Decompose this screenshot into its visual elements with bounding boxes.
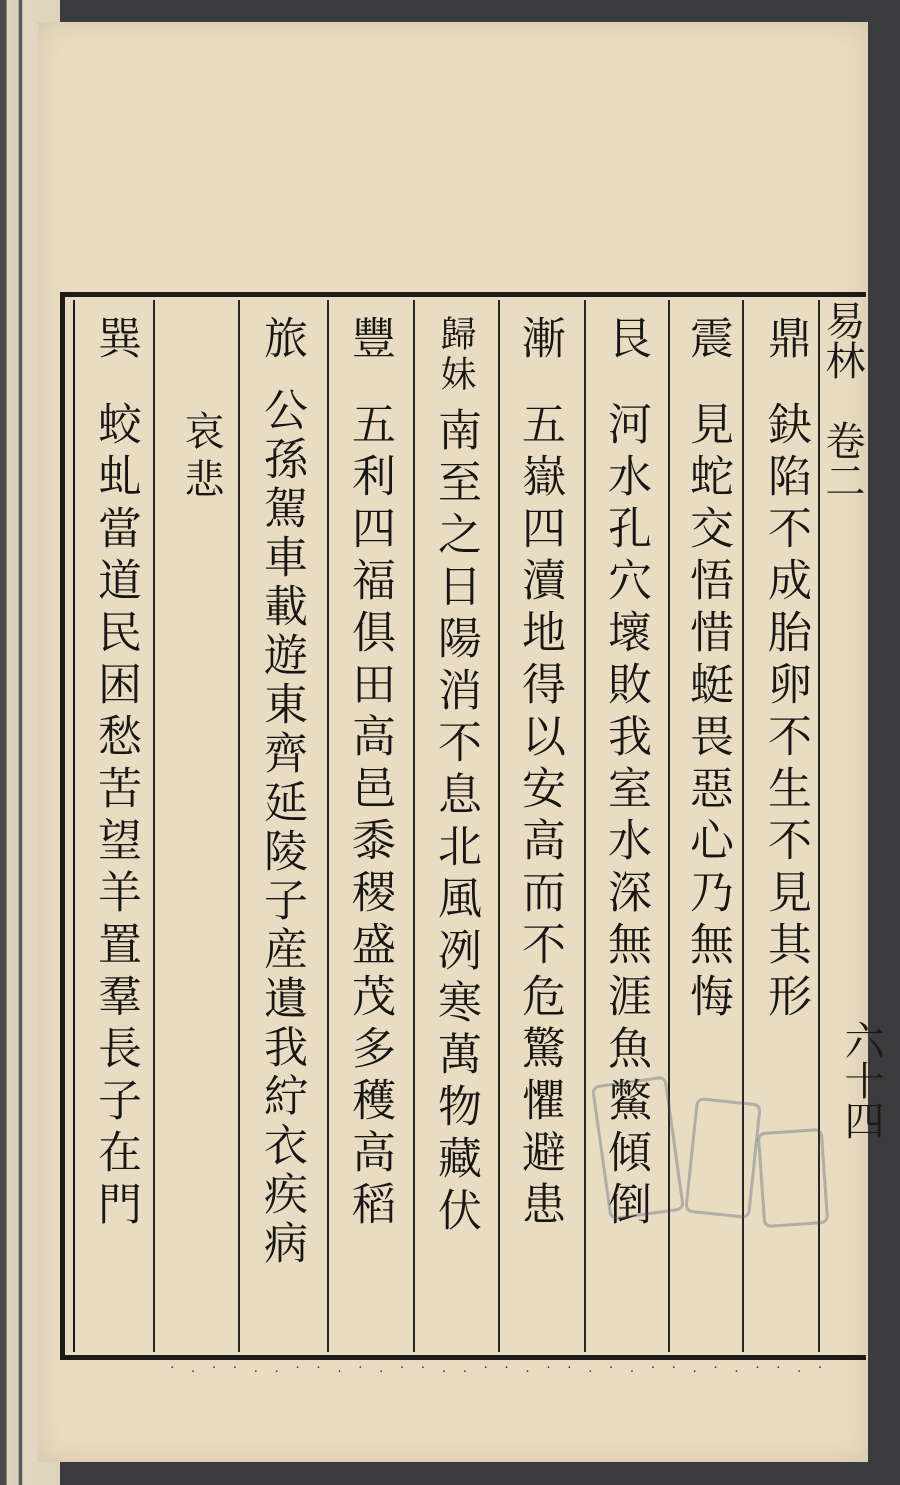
verse-text: 公孫駕車載遊東齊延陵子産遺我紵衣疾病	[256, 387, 307, 1269]
seal-stamp	[757, 1128, 830, 1228]
seal-stamp	[684, 1097, 762, 1219]
hexagram-name: 旅	[256, 315, 307, 367]
hexagram-name: 豐	[344, 315, 395, 367]
verse-text: 鈌陷不成胎卵不生不見其形	[760, 401, 811, 1025]
verse-column	[82, 315, 148, 1355]
hexagram-name: 鼎	[760, 315, 811, 367]
verse-text: 五嶽四瀆地得以安高而不危驚懼避患	[514, 401, 565, 1233]
hexagram-name: 漸	[514, 315, 565, 367]
verse-column	[506, 315, 572, 1355]
column-rule	[413, 300, 415, 1352]
verse-column	[420, 315, 486, 1355]
folio-text: 六十四	[838, 1020, 884, 1140]
verse-column	[248, 315, 314, 1355]
hexagram-name: 艮	[600, 315, 651, 367]
hexagram-name: 震	[682, 315, 733, 367]
verse-text: 南至之日陽消不息北風冽寒萬物藏伏	[430, 407, 481, 1239]
hexagram-name: 歸妹	[435, 315, 476, 395]
verse-continuation	[168, 410, 234, 530]
verse-text: 蛟虬當道民困愁苦望羊置羣長子在門	[90, 401, 141, 1233]
column-rule	[584, 300, 586, 1352]
verse-text: 五利四福俱田高邑黍稷盛茂多穫高稻	[344, 401, 395, 1233]
column-rule	[327, 300, 329, 1352]
column-rule	[498, 300, 500, 1352]
verse-text: 河水孔穴壞敗我室水深無涯魚鱉傾倒	[600, 401, 651, 1233]
running-header-text: 易林 卷二	[819, 300, 865, 500]
hexagram-name: 巽	[90, 315, 141, 367]
folio-number	[840, 1020, 890, 1140]
frame-inner-line	[73, 300, 75, 1352]
verse-text: 見蛇交悟惜蜓畏惡心乃無悔	[682, 401, 733, 1025]
verse-text: 哀悲	[178, 410, 224, 506]
verse-column	[336, 315, 402, 1355]
worn-bottom-edge: · . · · . . · · . · . · · . . · · . · · . · . · · . · . · · . ·	[170, 1360, 829, 1376]
column-rule	[153, 300, 155, 1352]
column-rule	[238, 300, 240, 1352]
